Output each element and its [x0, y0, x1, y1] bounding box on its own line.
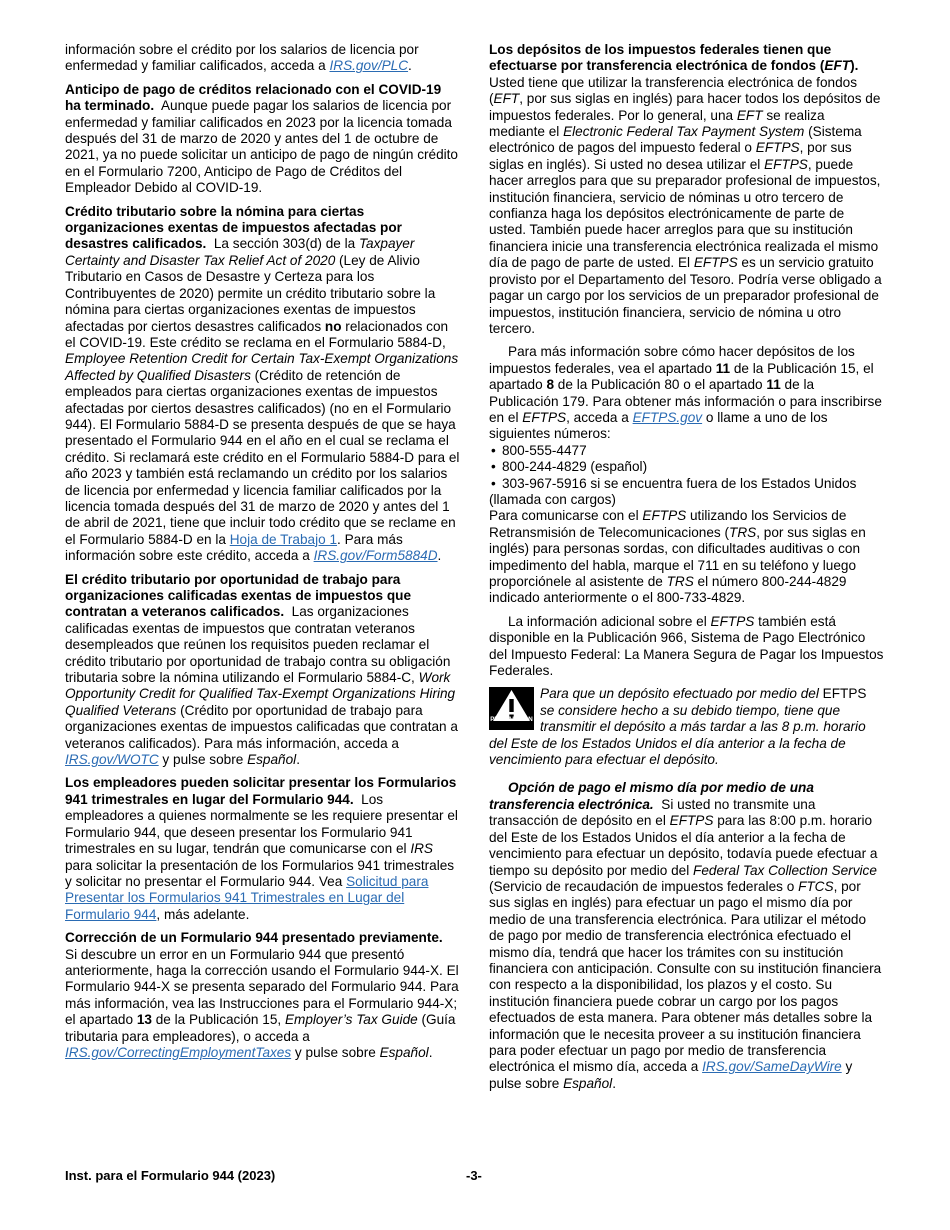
paragraph-plc-continuation: información sobre el crédito por los salarios de licencia por enfermedad y familiar calificados, acceda a IRS.gov/PLC.	[65, 42, 419, 74]
caution-note: PRECAUCIÓN Para que un depósito efectuado por medio del EFTPS se considere hecho a su debido tiempo, tiene que transmitir el depósito a más tardar a las 8 p.m. horario del Este de los Estados Unidos el día anterior a la fecha de vencimiento para efectuar el depósito.	[489, 686, 867, 768]
paragraph-eft: Los depósitos de los impuestos federales tienen que efectuarse por transferencia electrónica de fondos (EFT). Usted tiene que utilizar la transferencia electrónica de fondos (EFT, por sus siglas en inglés) para hacer todos los depósitos de impuestos federales. Por lo general, una EFT se realiza mediante el Electronic Federal Tax Payment System (Sistema electrónico de pagos del impuesto federal o EFTPS, por sus siglas en inglés). Si usted no desea utilizar el EFTPS, puede hacer arreglos para que su preparador profesional de impuestos, institución financiera, servicio de nóminas u otro tercero de confianza haga los depósitos electrónicamente de parte de usted. También puede hacer arreglos para que su institución financiera inicie una transferencia electrónica realizada el mismo día de pago de parte de usted. El EFTPS es un servicio gratuito provisto por el Departamento del Tesoro. Podría verse obligado a pagar un cargo por los servicios de un preparador profesional de impuestos, institución financiera, servicio de nómina u otro tercero.	[489, 42, 882, 336]
left-column	[65, 42, 460, 1068]
link-worksheet-1[interactable]: Hoja de Trabajo 1	[229, 531, 338, 547]
section-heading: Crédito tributario sobre la nómina para ciertas organizaciones exentas de impuestos afectadas por desastres calificados.	[65, 203, 402, 252]
list-item: • 303-967-5916 si se encuentra fuera de los Estados Unidos (llamada con cargos)	[489, 476, 884, 509]
list-item: • 800-244-4829 (español)	[489, 459, 884, 475]
link-eftps-gov[interactable]: EFTPS.gov	[632, 409, 703, 425]
paragraph-deposit-info: Para más información sobre cómo hacer depósitos de los impuestos federales, vea el apartado 11 de la Publicación 15, el apartado 8 de la Publicación 80 o el apartado 11 de la Publicación 179. Para obtener más información o para inscribirse en el EFTPS, acceda a EFTPS.gov o llame a uno de los siguientes números:	[489, 344, 882, 442]
paragraph-disaster-credit: Crédito tributario sobre la nómina para ciertas organizaciones exentas de impuestos afectadas por desastres calificados. La sección 303(d) de la Taxpayer Certainty and Disaster Tax Relief Act of 2020 (Ley de Alivio Tributario en Casos de Desastre y Certeza para los Contribuyentes de 2020) permite un crédito tributario sobre la nómina para ciertas organizaciones exentas de impuestos afectadas por ciertos desastres calificados no relacionados con el COVID-19. Este crédito se reclama en el Formulario 5884-D, Employee Retention Credit for Certain Tax-Exempt Organizations Affected by Qualified Disasters (Crédito de retención de empleados para ciertas organizaciones exentas de impuestos afectadas por ciertos desastres calificados) (no en el Formulario 944). El Formulario 5884-D se presenta después de que se haya presentado el Formulario 944 en el año en el cual se reclama el crédito. Si reclamará este crédito en el Formulario 5884-D para el año 2023 y también está reclamando un crédito por los salarios de licencia por enfermedad y licencia familiar calificados por la licencia tomada después del 31 de marzo de 2020 y antes del 1 de abril de 2021, tiene que incluir todo crédito que se reclame en el Formulario 5884-D en la Hoja de Trabajo 1. Para más información sobre este crédito, acceda a IRS.gov/Form5884D.	[65, 203, 460, 564]
footer-form-title: Inst. para el Formulario 944 (2023)	[65, 1168, 276, 1183]
footer-page-number: -3-	[466, 1168, 482, 1183]
paragraph-same-day-wire: Opción de pago el mismo día por medio de una transferencia electrónica. Si usted no transmite una transacción de depósito en el EFTPS para las 8:00 p.m. horario del Este de los Estados Unidos el día anterior a la fecha de vencimiento para efectuar un depósito, todavía puede efectuar a tiempo su depósito por medio del Federal Tax Collection Service (Servicio de recaudación de impuestos federales o FTCS, por sus siglas en inglés) para efectuar un pago el mismo día por medio de una transferencia electrónica. Para utilizar el método de pago por medio de transferencia electrónica efectuado el mismo día, tendrá que hacer los trámites con su institución financiera con anticipación. Consulte con su institución financiera con respecto a la disponibilidad, los plazos y el costo. Su institución financiera puede cobrar un cargo por los pagos efectuados de esta manera. Para obtener más detalles sobre la información que le necesita proveer a su institución financiera para poder efectuar un pago por medio de transferencia electrónica el mismo día, acceda a IRS.gov/SameDayWire y pulse sobre Español.	[489, 780, 882, 1091]
paragraph-trs: Para comunicarse con el EFTPS utilizando los Servicios de Retransmisión de Telecomunicaciones (TRS, por sus siglas en inglés) para personas sordas, con dificultades auditivas o con impedimento del habla, marque el 711 en su teléfono y luego proporciónele al asistente de TRS el número 800-244-4829 indicado anteriormente o el 800-733-4829.	[489, 508, 866, 606]
link-irs-form5884d[interactable]: IRS.gov/Form5884D	[313, 548, 438, 564]
link-request-941[interactable]: Solicitud para Presentar los Formularios 941 Trimestrales en Lugar del Formulario 944	[65, 873, 429, 922]
paragraph-covid-advance: Anticipo de pago de créditos relacionado con el COVID-19 ha terminado. Aunque puede pagar los salarios de licencia por enfermedad y familiar calificados en 2023 por la licencia tomada después del 31 de marzo de 2020 y antes del 1 de octubre de 2021, ya no puede solicitar un anticipo de pago de ningún crédito en el Formulario 7200, Anticipo de Pago de Créditos del Empleador Debido al COVID-19.	[65, 81, 458, 196]
phone-list	[489, 443, 884, 509]
section-heading: Opción de pago el mismo día por medio de una transferencia electrónica.	[489, 780, 814, 812]
section-heading: El crédito tributario por oportunidad de trabajo para organizaciones calificadas exentas de impuestos que contratan a veteranos calificados.	[65, 571, 412, 620]
link-irs-wotc[interactable]: IRS.gov/WOTC	[65, 752, 159, 768]
link-irs-samedaywire[interactable]: IRS.gov/SameDayWire	[702, 1059, 842, 1075]
paragraph-wotc: El crédito tributario por oportunidad de trabajo para organizaciones calificadas exentas de impuestos que contratan a veteranos calificados. Las organizaciones calificadas exentas de impuestos que contratan veteranos desempleados que reúnen los requisitos pueden reclamar el crédito tributario por oportunidad de trabajo contra su obligación tributaria sobre la nómina utilizando el Formulario 5884-C, Work Opportunity Credit for Qualified Tax-Exempt Organizations Hiring Qualified Veterans (Crédito por oportunidad de trabajo para organizaciones exentas de impuestos calificadas que contratan a veteranos calificados). Para más información, acceda a IRS.gov/WOTC y pulse sobre Español.	[65, 571, 458, 768]
section-heading: Corrección de un Formulario 944 presentado previamente.	[65, 930, 443, 946]
right-column	[489, 42, 884, 1099]
paragraph-pub966: La información adicional sobre el EFTPS también está disponible en la Publicación 966, Sistema de Pago Electrónico del Impuesto Federal: La Manera Segura de Pagar los Impuestos Federales.	[489, 613, 884, 679]
paragraph-correction: Corrección de un Formulario 944 presentado previamente. Si descubre un error en un Formulario 944 que presentó anteriormente, haga la corrección usando el Formulario 944-X. El Formulario 944-X se presenta separado del Formulario 944. Para más información, vea las Instrucciones para el Formulario 944-X; el apartado 13 de la Publicación 15, Employer’s Tax Guide (Guía tributaria para empleadores), o acceda a IRS.gov/CorrectingEmploymentTaxes y pulse sobre Español.	[65, 930, 459, 1060]
link-irs-plc[interactable]: IRS.gov/PLC	[329, 58, 409, 74]
list-item: • 800-555-4477	[489, 443, 884, 459]
link-irs-correcting[interactable]: IRS.gov/CorrectingEmploymentTaxes	[65, 1044, 292, 1060]
caution-icon	[489, 687, 534, 730]
section-heading: Anticipo de pago de créditos relacionado con el COVID-19 ha terminado.	[65, 81, 442, 114]
caution-label: PRECAUCIÓN	[490, 716, 533, 724]
paragraph-941-request: Los empleadores pueden solicitar presentar los Formularios 941 trimestrales en lugar del Formulario 944. Los empleadores a quienes normalmente se les requiere presentar el Formulario 944, que deseen presentar los Formulario 941 trimestrales en su lugar, tendrán que comunicarse con el IRS para solicitar la presentación de los Formularios 941 trimestrales y solicitar no presentar el Formulario 944. Vea Solicitud para Presentar los Formularios 941 Trimestrales en Lugar del Formulario 944, más adelante.	[65, 775, 458, 922]
section-heading: Los empleadores pueden solicitar presentar los Formularios 941 trimestrales en lugar del Formulario 944.	[65, 775, 457, 807]
section-heading: Los depósitos de los impuestos federales tienen que efectuarse por transferencia electrónica de fondos (EFT).	[489, 42, 859, 74]
